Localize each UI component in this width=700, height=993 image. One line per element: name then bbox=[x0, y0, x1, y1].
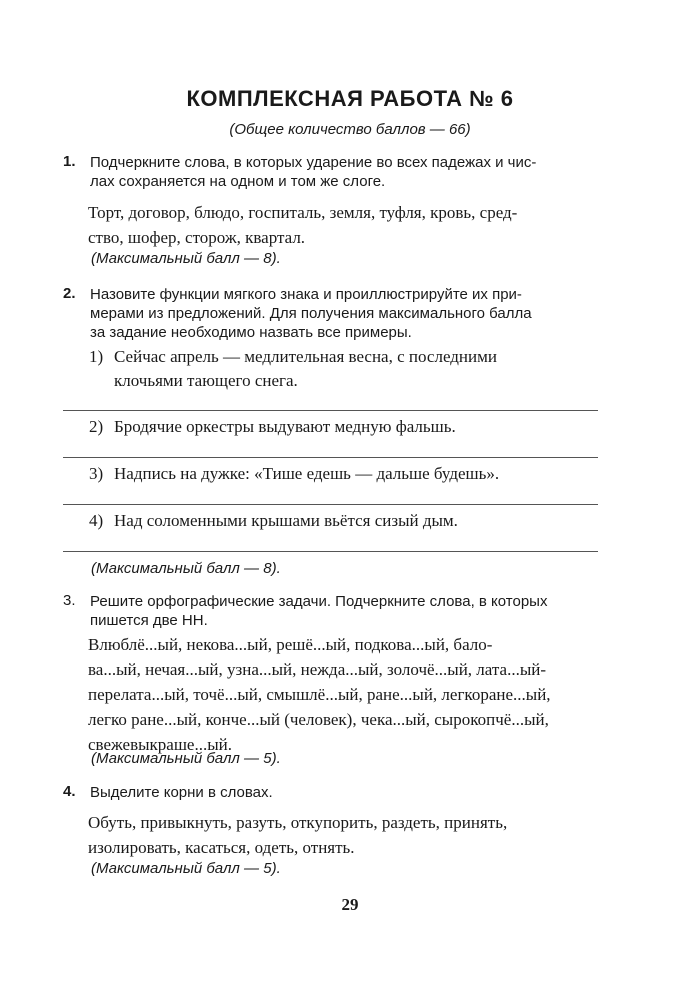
task-1-number: 1. bbox=[63, 153, 76, 170]
answer-line-4[interactable] bbox=[63, 551, 598, 552]
instruction-line: Подчеркните слова, в которых ударение во всех падежах и чис- bbox=[90, 154, 537, 171]
page-number: 29 bbox=[341, 895, 359, 914]
item-number: 1) bbox=[89, 347, 104, 366]
instruction-line: Решите орфографические задачи. Подчеркните слова, в которых bbox=[90, 593, 548, 610]
item-line: Сейчас апрель — медлительная весна, с последними bbox=[114, 347, 497, 366]
item-line: Надпись на дужке: «Тише едешь — дальше будешь». bbox=[114, 464, 500, 483]
item-number: 2) bbox=[89, 417, 104, 436]
task-2-item-1 bbox=[89, 345, 601, 393]
text-line: Влюблё...ый, некова...ый, решё...ый, подкова...ый, бало- bbox=[88, 635, 493, 654]
page-title: КОМПЛЕКСНАЯ РАБОТА № 6 bbox=[186, 86, 514, 111]
text-line: легко ране...ый, конче...ый (человек), чека...ый, сырокопчё...ый, bbox=[88, 710, 549, 729]
task-2-number: 2. bbox=[63, 285, 76, 302]
item-line: Бродячие оркестры выдувают медную фальшь. bbox=[114, 417, 456, 436]
task-2-item-3 bbox=[89, 462, 601, 486]
text-line: изолировать, касаться, одеть, отнять. bbox=[88, 838, 355, 857]
task-2-item-2 bbox=[89, 415, 601, 439]
task-2-score: (Максимальный балл — 8). bbox=[91, 560, 281, 577]
task-3-number: 3. bbox=[63, 592, 76, 609]
instruction-line: лах сохраняется на одном и том же слоге. bbox=[90, 173, 386, 190]
item-number: 3) bbox=[89, 464, 104, 483]
task-4-score: (Максимальный балл — 5). bbox=[91, 860, 281, 877]
answer-line-1[interactable] bbox=[63, 410, 598, 411]
item-number: 4) bbox=[89, 511, 104, 530]
task-3-score: (Максимальный балл — 5). bbox=[91, 750, 281, 767]
text-line: ва...ый, нечая...ый, узна...ый, нежда...ый, золочё...ый, лата...ый- bbox=[88, 660, 547, 679]
text-line: Торт, договор, блюдо, госпиталь, земля, туфля, кровь, сред- bbox=[88, 203, 518, 222]
task-1-score: (Максимальный балл — 8). bbox=[91, 250, 281, 267]
task-1-instruction bbox=[90, 153, 600, 191]
item-line: клочьями тающего снега. bbox=[114, 371, 298, 390]
task-1-text bbox=[88, 200, 600, 250]
task-3-text bbox=[88, 632, 600, 757]
text-line: Обуть, привыкнуть, разуть, откупорить, раздеть, принять, bbox=[88, 813, 508, 832]
text-line: свежевыкраше...ый. bbox=[88, 735, 232, 754]
text-line: перелата...ый, точё...ый, смышлё...ый, ране...ый, легкоране...ый, bbox=[88, 685, 551, 704]
task-4-number: 4. bbox=[63, 783, 76, 800]
instruction-line: мерами из предложений. Для получения максимального балла bbox=[90, 305, 532, 322]
instruction-line: за задание необходимо назвать все примеры. bbox=[90, 324, 412, 341]
instruction-line: Выделите корни в словах. bbox=[90, 784, 273, 801]
task-4-instruction bbox=[90, 783, 600, 802]
answer-line-3[interactable] bbox=[63, 504, 598, 505]
instruction-line: пишется две НН. bbox=[90, 612, 208, 629]
text-line: ство, шофер, сторож, квартал. bbox=[88, 228, 306, 247]
task-4-text bbox=[88, 810, 600, 860]
task-2-item-4 bbox=[89, 509, 601, 533]
item-line: Над соломенными крышами вьётся сизый дым. bbox=[114, 511, 458, 530]
page-subtitle: (Общее количество баллов — 66) bbox=[229, 121, 471, 138]
task-2-instruction bbox=[90, 285, 600, 342]
instruction-line: Назовите функции мягкого знака и проиллюстрируйте их при- bbox=[90, 286, 522, 303]
answer-line-2[interactable] bbox=[63, 457, 598, 458]
task-3-instruction bbox=[90, 592, 600, 630]
